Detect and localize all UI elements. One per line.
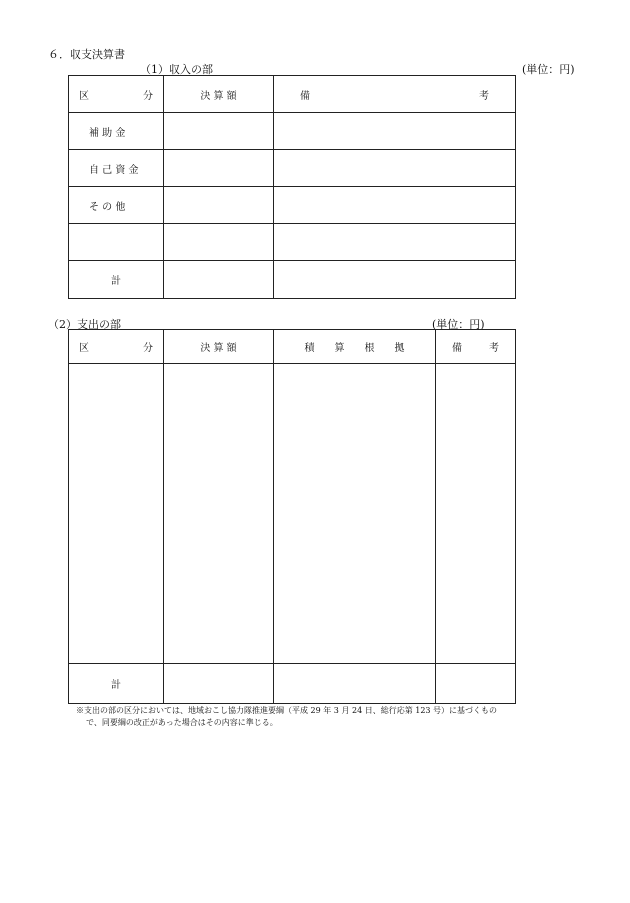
expense-header-remarks (436, 330, 516, 364)
expense-total-row (69, 664, 516, 704)
header-text: 備 (452, 343, 462, 354)
expense-total-amount[interactable] (164, 664, 274, 704)
header-text: 備 (300, 90, 310, 102)
table-row (69, 113, 516, 150)
income-remarks-cell[interactable] (274, 150, 516, 187)
expense-amount-cell[interactable] (164, 364, 274, 664)
expense-header-category (69, 330, 164, 364)
expense-header-basis: 積 算 根 拠 (274, 330, 436, 364)
footnote-line2: で、同要綱の改正があった場合はその内容に準じる。 (86, 718, 278, 727)
income-category-cell: 自 己 資 金 (69, 150, 164, 187)
header-text: 区 (79, 90, 89, 102)
income-amount-cell[interactable] (164, 224, 274, 261)
income-category-cell[interactable] (69, 224, 164, 261)
income-amount-cell[interactable] (164, 113, 274, 150)
income-category-cell: 補 助 金 (69, 113, 164, 150)
income-remarks-cell[interactable] (274, 113, 516, 150)
income-total-label: 計 (69, 261, 164, 299)
expense-header-amount: 決 算 額 (164, 330, 274, 364)
expense-subtitle: （2）支出の部 (48, 318, 121, 331)
income-total-row (69, 261, 516, 299)
table-row (69, 150, 516, 187)
income-table (68, 75, 516, 299)
expense-total-remarks[interactable] (436, 664, 516, 704)
header-text: 考 (489, 343, 499, 354)
income-header-amount: 決 算 額 (164, 76, 274, 113)
footnote-line1: ※支出の部の区分においては、地域おこし協力隊推進要綱（平成 29 年 3 月 24 日、総行応第 123 号）に基づくもの (76, 706, 498, 715)
income-unit: (単位：円) (522, 63, 575, 76)
expense-basis-cell[interactable] (274, 364, 436, 664)
expense-total-label: 計 (69, 664, 164, 704)
income-remarks-cell[interactable] (274, 187, 516, 224)
income-remarks-cell[interactable] (274, 224, 516, 261)
expense-category-cell[interactable] (69, 364, 164, 664)
header-text: 区 (79, 343, 89, 354)
expense-body-row (69, 364, 516, 664)
expense-header-row (69, 330, 516, 364)
income-amount-cell[interactable] (164, 187, 274, 224)
income-total-remarks[interactable] (274, 261, 516, 299)
expense-table (68, 329, 516, 704)
header-text: 考 (479, 90, 489, 102)
income-header-category (69, 76, 164, 113)
income-category-cell: そ の 他 (69, 187, 164, 224)
income-total-amount[interactable] (164, 261, 274, 299)
header-text: 分 (143, 343, 153, 354)
income-header-row (69, 76, 516, 113)
expense-remarks-cell[interactable] (436, 364, 516, 664)
table-row (69, 187, 516, 224)
header-text: 分 (143, 90, 153, 102)
expense-total-basis[interactable] (274, 664, 436, 704)
income-subtitle: （1）収入の部 (140, 63, 213, 76)
expense-unit: (単位：円) (432, 318, 485, 331)
income-amount-cell[interactable] (164, 150, 274, 187)
section-title: ６．収支決算書 (48, 48, 125, 61)
income-header-remarks (274, 76, 516, 113)
table-row (69, 224, 516, 261)
